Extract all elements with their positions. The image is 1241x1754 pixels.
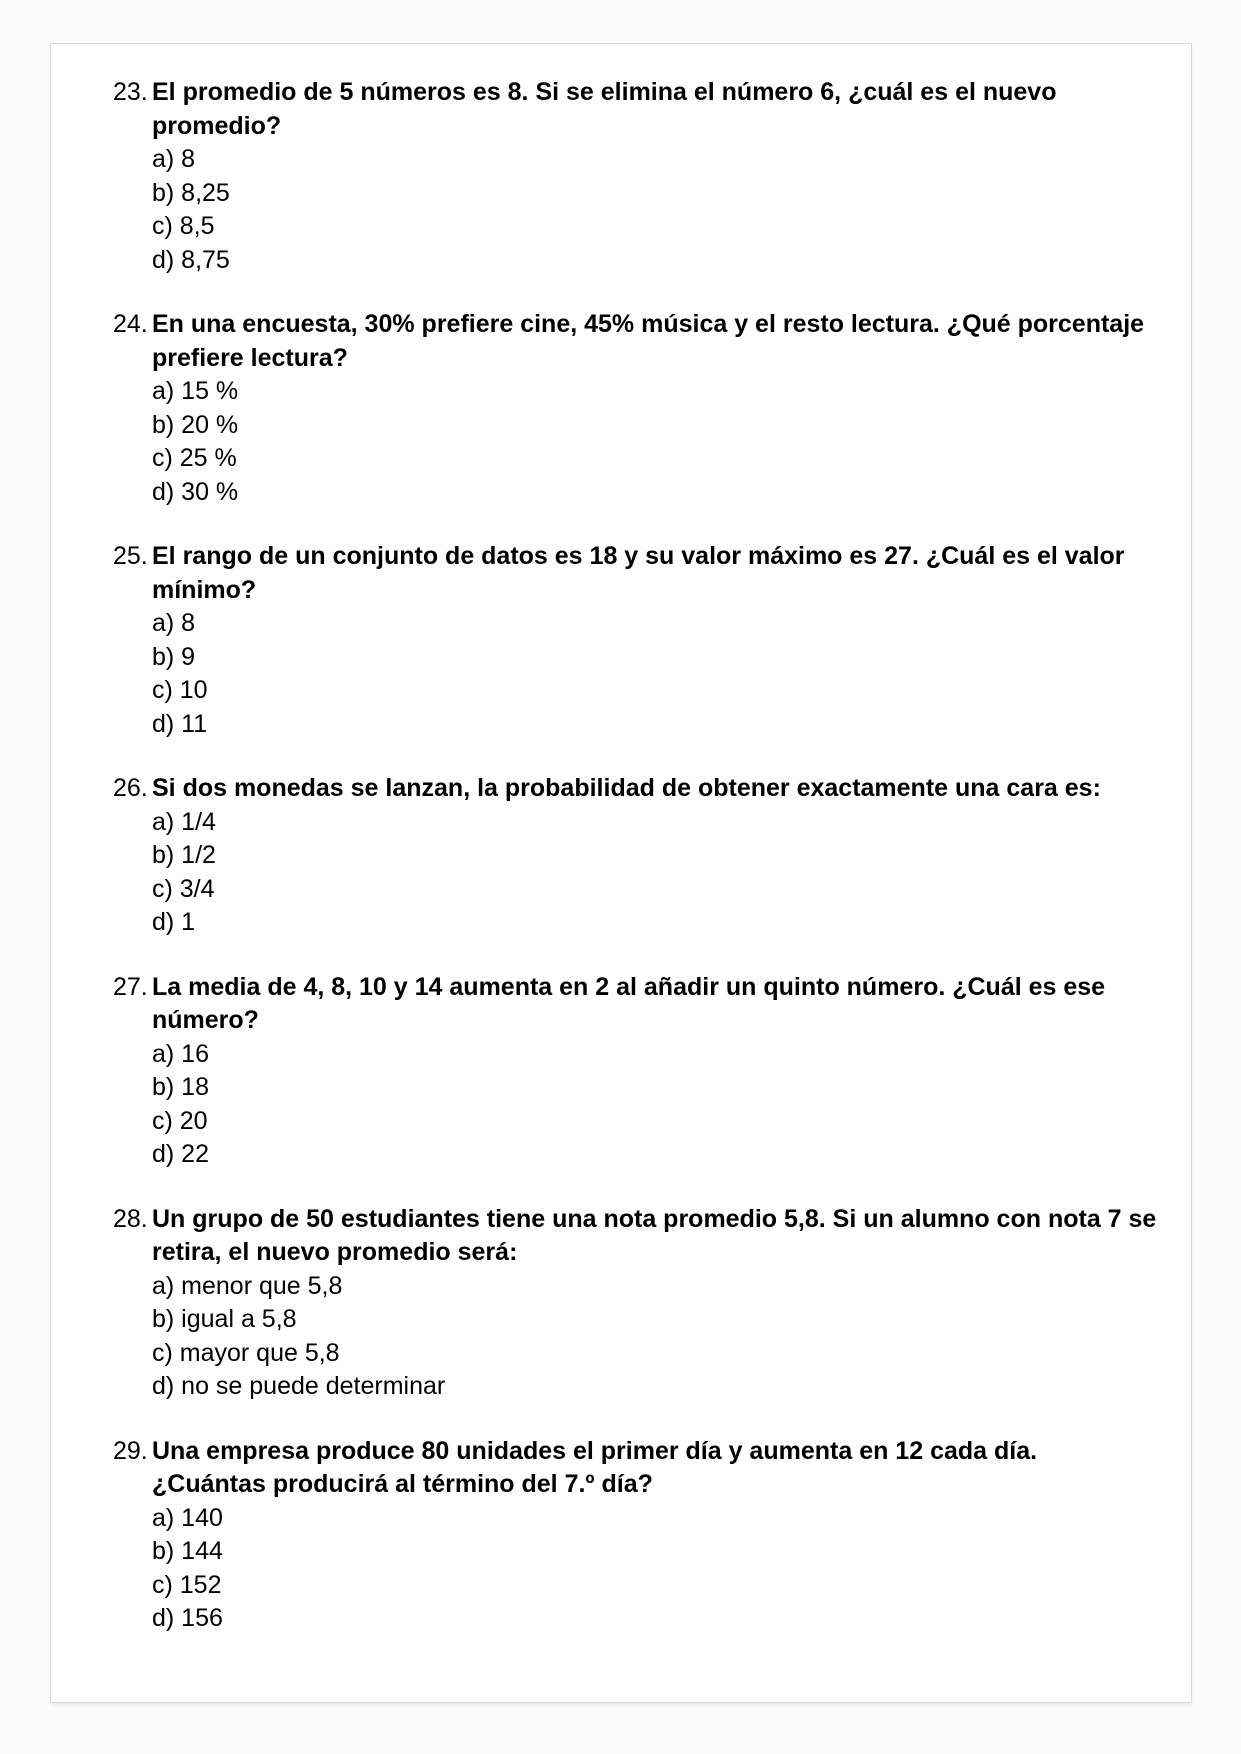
question-body (152, 76, 1157, 277)
answer-option: a) 16 (152, 1039, 209, 1068)
question-options (152, 806, 1157, 940)
question-options (152, 1270, 1157, 1404)
question-number: 29. (113, 1436, 148, 1465)
document-page (50, 43, 1192, 1703)
answer-option: a) 1/4 (152, 807, 216, 836)
question-body (152, 308, 1157, 509)
question (113, 971, 1157, 1172)
answer-option: d) 156 (152, 1604, 223, 1632)
question-options (152, 607, 1157, 741)
question-text: Si dos monedas se lanzan, la probabilidad de obtener exactamente una cara es: (152, 774, 1101, 802)
answer-option: b) 20 % (152, 410, 239, 439)
answer-option: d) 22 (152, 1140, 209, 1168)
answer-option: c) 3/4 (152, 874, 215, 903)
answer-option: b) igual a 5,8 (152, 1305, 297, 1333)
question-options (152, 1038, 1157, 1172)
question (113, 1435, 1157, 1636)
answer-option: a) 140 (152, 1503, 223, 1532)
question-body (152, 1435, 1157, 1636)
answer-option: a) 8 (152, 609, 196, 637)
question-text: La media de 4, 8, 10 y 14 aumenta en 2 al añadir un quinto número. ¿Cuál es ese número? (152, 972, 1106, 1034)
answer-option: c) 10 (152, 676, 208, 704)
question-text: El rango de un conjunto de datos es 18 y su valor máximo es 27. ¿Cuál es el valor mínimo? (152, 542, 1125, 604)
answer-option: b) 9 (152, 642, 196, 671)
question-text: Una empresa produce 80 unidades el primer día y aumenta en 12 cada día. ¿Cuántas producirá al término del 7.º día? (152, 1436, 1038, 1498)
question (113, 1203, 1157, 1404)
answer-option: b) 144 (152, 1537, 223, 1565)
question-options (152, 1502, 1157, 1636)
answer-option: c) 152 (152, 1570, 222, 1599)
answer-option: d) 1 (152, 908, 196, 936)
answer-option: a) 8 (152, 145, 196, 173)
answer-option: b) 1/2 (152, 841, 216, 869)
answer-option: d) no se puede determinar (152, 1372, 446, 1400)
question-body (152, 971, 1157, 1172)
answer-option: c) mayor que 5,8 (152, 1338, 340, 1367)
question-number: 28. (113, 1204, 148, 1233)
answer-option: a) menor que 5,8 (152, 1271, 343, 1300)
question-number: 26. (113, 774, 148, 802)
question-body (152, 1203, 1157, 1404)
question-number: 24. (113, 310, 148, 338)
question-options (152, 375, 1157, 509)
question-number: 25. (113, 542, 148, 570)
question-text: El promedio de 5 números es 8. Si se elimina el número 6, ¿cuál es el nuevo promedio? (152, 78, 1057, 140)
answer-option: a) 15 % (152, 377, 239, 405)
question-text: Un grupo de 50 estudiantes tiene una nota promedio 5,8. Si un alumno con nota 7 se retira, el nuevo promedio será: (152, 1204, 1157, 1266)
answer-option: d) 8,75 (152, 245, 230, 274)
question-body (152, 772, 1157, 940)
answer-option: c) 25 % (152, 444, 237, 472)
answer-option: c) 20 (152, 1106, 208, 1135)
question (113, 76, 1157, 277)
answer-option: d) 11 (152, 709, 208, 738)
question (113, 772, 1157, 940)
question-body (152, 540, 1157, 741)
answer-option: c) 8,5 (152, 212, 215, 240)
answer-option: d) 30 % (152, 477, 239, 506)
question-list (113, 76, 1157, 1636)
question-number: 23. (113, 78, 148, 106)
question-options (152, 143, 1157, 277)
question-number: 27. (113, 972, 148, 1001)
question (113, 540, 1157, 741)
question (113, 308, 1157, 509)
question-text: En una encuesta, 30% prefiere cine, 45% música y el resto lectura. ¿Qué porcentaje prefiere lectura? (152, 310, 1145, 372)
answer-option: b) 18 (152, 1073, 209, 1101)
answer-option: b) 8,25 (152, 178, 230, 207)
